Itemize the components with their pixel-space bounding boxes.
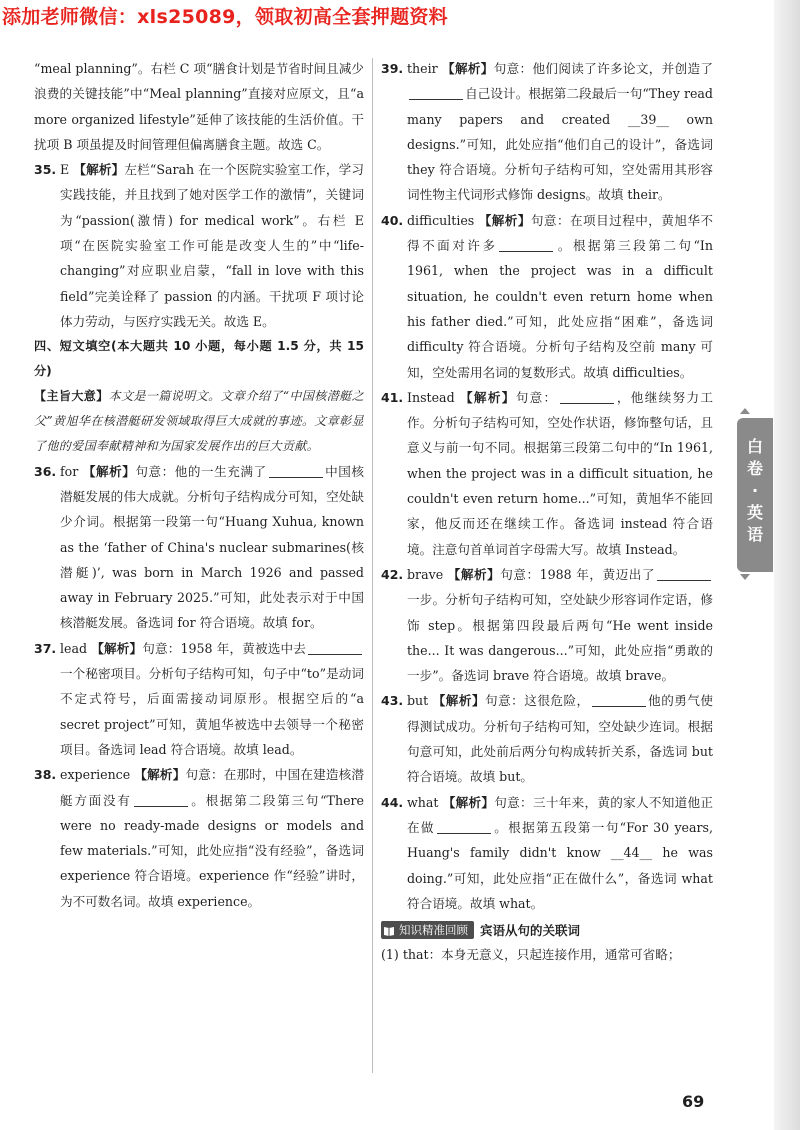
analysis-prefix: 句意：在那时，中国在建造核潜艇方面没有: [60, 767, 364, 808]
fill-blank: [592, 693, 646, 707]
side-tab-char: 卷: [746, 459, 763, 478]
analysis-text: 左栏“Sarah 在一个医院实验室工作，学习实践技能，并且找到了她对医学工作的激情”，关键词为“passion(激情) for medical work”。右栏 E 项“在医院实验室工作可能是改变人生的”中“life-changing”对应职业启蒙，“fall in love with this field”完美诠释了 passion 的内涵。干扰项 F 项讨论体力劳动，与医疗实践无关。故选 E。: [60, 162, 364, 329]
fill-blank: [437, 820, 491, 834]
page-number: 69: [682, 1092, 705, 1111]
question-number: 43.: [381, 693, 404, 709]
answer-word: Instead: [407, 389, 455, 405]
answer-word: brave: [407, 566, 444, 582]
knowledge-review-header: [381, 918, 713, 942]
answer-43: [381, 688, 713, 789]
analysis-tag: 【解析】: [442, 61, 494, 76]
analysis-text: 中国核潜艇发展的伟大成就。分析句子结构成分可知，空处缺少介词。根据第一段第一句“Huang Xuhua, known as the ‘father of China's nuclear submarines(核潜艇)’, was born in March 1926 and passed away in February 2025.”可知，此处表示对于中国核潜艇发展。备选词 for 符合语境。故填 for。: [60, 463, 365, 631]
question-number: 42.: [381, 566, 404, 582]
answer-39: [381, 56, 713, 208]
answer-word: E: [60, 162, 70, 178]
answer-36: [34, 459, 364, 636]
question-number: 35.: [34, 162, 57, 178]
analysis-prefix: 句意：: [515, 389, 558, 405]
side-tab-char: 英: [746, 503, 763, 522]
knowledge-review-label: 知识精准回顾: [399, 923, 468, 938]
answer-word: what: [407, 794, 439, 810]
answer-word: but: [407, 693, 429, 709]
answer-35: [34, 157, 364, 334]
analysis-tag: 【解析】: [459, 389, 516, 405]
analysis-tag: 【解析】: [447, 566, 501, 582]
knowledge-review-title: 宾语从句的关联词: [480, 923, 581, 939]
analysis-tag: 【解析】: [73, 162, 125, 178]
analysis-tag: 【解析】: [478, 212, 531, 228]
answer-word: difficulties: [407, 212, 475, 228]
analysis-tag: 【解析】: [442, 794, 495, 810]
fill-blank: [269, 464, 323, 478]
question-number: 39.: [381, 61, 404, 76]
tab-arrow-down-icon: [740, 574, 750, 580]
page-spine-shadow: [774, 0, 800, 1130]
answer-42: [381, 562, 713, 688]
fill-blank: [308, 641, 362, 655]
book-icon: [383, 925, 395, 936]
knowledge-review-badge: [381, 921, 474, 939]
side-tab-label: [737, 436, 773, 546]
side-tab-char: 语: [746, 525, 763, 544]
answer-34-continued: “meal planning”。右栏 C 项“膳食计划是节省时间且减少浪费的关键技能”中“Meal planning”直接对应原文，且“a more organized lifestyle”延伸了该技能的生活价值。干扰项 B 项虽提及时间管理但偏离膳食主题。故选 C。: [34, 61, 364, 152]
question-number: 41.: [381, 389, 404, 405]
fill-blank: [560, 390, 614, 404]
section-heading: 四、短文填空(本大题共 10 小题，每小题 1.5 分，共 15 分): [34, 339, 364, 379]
analysis-tag: 【解析】: [82, 463, 136, 479]
analysis-tag: 【解析】: [432, 693, 486, 709]
analysis-tag: 【解析】: [134, 767, 186, 783]
analysis-text: ，他继续努力工作。分析句子结构可知，空处作状语，修饰整句话，且意义与前一句不同。根据第三段第二句中的“In 1961, when the project was in a difficult situation, he couldn't even return home...”可知，黄旭华不能回家，他反而还在继续工作。备选词 instead 符合语境。注意句首单词首字母需大写。故填 Instead。: [407, 389, 714, 557]
analysis-text: 自己设计。根据第二段最后一句“They read many papers and created __39__ own designs.”可知，此处应指“他们自己的设计”，备选词 they 符合语境。分析句子结构可知，空处需用其形容词性物主代词形式修饰 designs。故填 their。: [407, 86, 713, 203]
tab-arrow-up-icon: [740, 408, 750, 414]
answer-44: [381, 790, 713, 916]
theme-label: 【主旨大意】: [34, 389, 109, 404]
question-number: 37.: [34, 640, 57, 656]
answer-word: lead: [60, 640, 88, 656]
analysis-text: 。根据第五段第一句“For 30 years, Huang's family didn't know __44__ he was doing.”可知，此处应指“正在做什么”，备选词 what 符合语境。故填 what。: [407, 819, 714, 911]
question-number: 38.: [34, 767, 57, 783]
answer-38: [34, 762, 364, 914]
answer-word: for: [60, 463, 79, 479]
theme-summary: [34, 384, 364, 458]
question-number: 40.: [381, 212, 404, 228]
question-number: 36.: [34, 463, 57, 479]
watermark-banner: 添加老师微信：xls25089，领取初高全套押题资料: [2, 6, 448, 28]
side-tab-char: ·: [751, 481, 759, 500]
fill-blank: [409, 86, 463, 100]
analysis-prefix: 句意：1958 年，黄被选中去: [142, 640, 306, 656]
side-tab: [737, 418, 773, 572]
analysis-tag: 【解析】: [91, 640, 143, 656]
answer-37: [34, 636, 364, 762]
knowledge-item-1: (1) that：本身无意义，只起连接作用，通常可省略；: [381, 947, 681, 963]
right-column: [381, 56, 713, 967]
analysis-prefix: 句意：他们阅读了许多论文，并创造了: [493, 61, 714, 76]
fill-blank: [499, 238, 553, 252]
column-divider: [372, 58, 373, 1073]
left-column: [34, 56, 364, 914]
theme-text: 本文是一篇说明文。文章介绍了“中国核潜艇之父”黄旭华在核潜艇研发领域取得巨大成就的事迹。文章彰显了他的爱国奉献精神和为国家发展作出的巨大贡献。: [34, 389, 364, 453]
analysis-prefix: 句意：他的一生充满了: [135, 463, 267, 479]
analysis-text: 他的勇气使得测试成功。分析句子结构可知，空处缺少连词。根据句意可知，此处前后两分句构成转折关系，备选词 but 符合语境。故填 but。: [407, 693, 714, 785]
analysis-prefix: 句意：在项目过程中，黄旭华不得不面对许多: [407, 212, 714, 254]
analysis-text: 一个秘密项目。分析句子结构可知，句子中“to”是动词不定式符号，后面需接动词原形。根据空后的“a secret project”可知，黄旭华被选中去领导一个秘密项目。备选词 lead 符合语境。故填 lead。: [60, 666, 364, 757]
analysis-prefix: 句意：三十年来，黄的家人不知道他正在做: [407, 794, 713, 835]
answer-word: their: [407, 61, 438, 76]
answer-41: [381, 385, 713, 562]
fill-blank: [657, 567, 711, 581]
question-number: 44.: [381, 794, 404, 810]
analysis-text: 。根据第三段第二句“In 1961, when the project was in a difficult situation, he couldn't even return home when his father died.”可知，此处应指“困难”，备选词 difficulty 符合语境。分析句子结构及空前 many 可知，空处需用名词的复数形式。故填 difficulties。: [407, 238, 714, 380]
analysis-prefix: 句意：1988 年，黄迈出了: [500, 566, 656, 582]
answer-word: experience: [60, 767, 131, 783]
fill-blank: [134, 793, 188, 807]
analysis-text: 。根据第二段第三句“There were no ready-made designs or models and few materials.”可知，此处应指“没有经验”，备选词 experience 符合语境。experience 作“经验”讲时，为不可数名词。故填 experience。: [60, 792, 364, 909]
side-tab-char: 白: [746, 437, 763, 456]
analysis-prefix: 句意：这很危险，: [485, 693, 590, 709]
answer-40: [381, 208, 713, 385]
analysis-text: 一步。分析句子结构可知，空处缺少形容词作定语，修饰 step。根据第四段最后两句“He went inside the... It was dangerous...”可知，此处应指“勇敢的一步”。备选词 brave 符合语境。故填 brave。: [407, 592, 713, 684]
